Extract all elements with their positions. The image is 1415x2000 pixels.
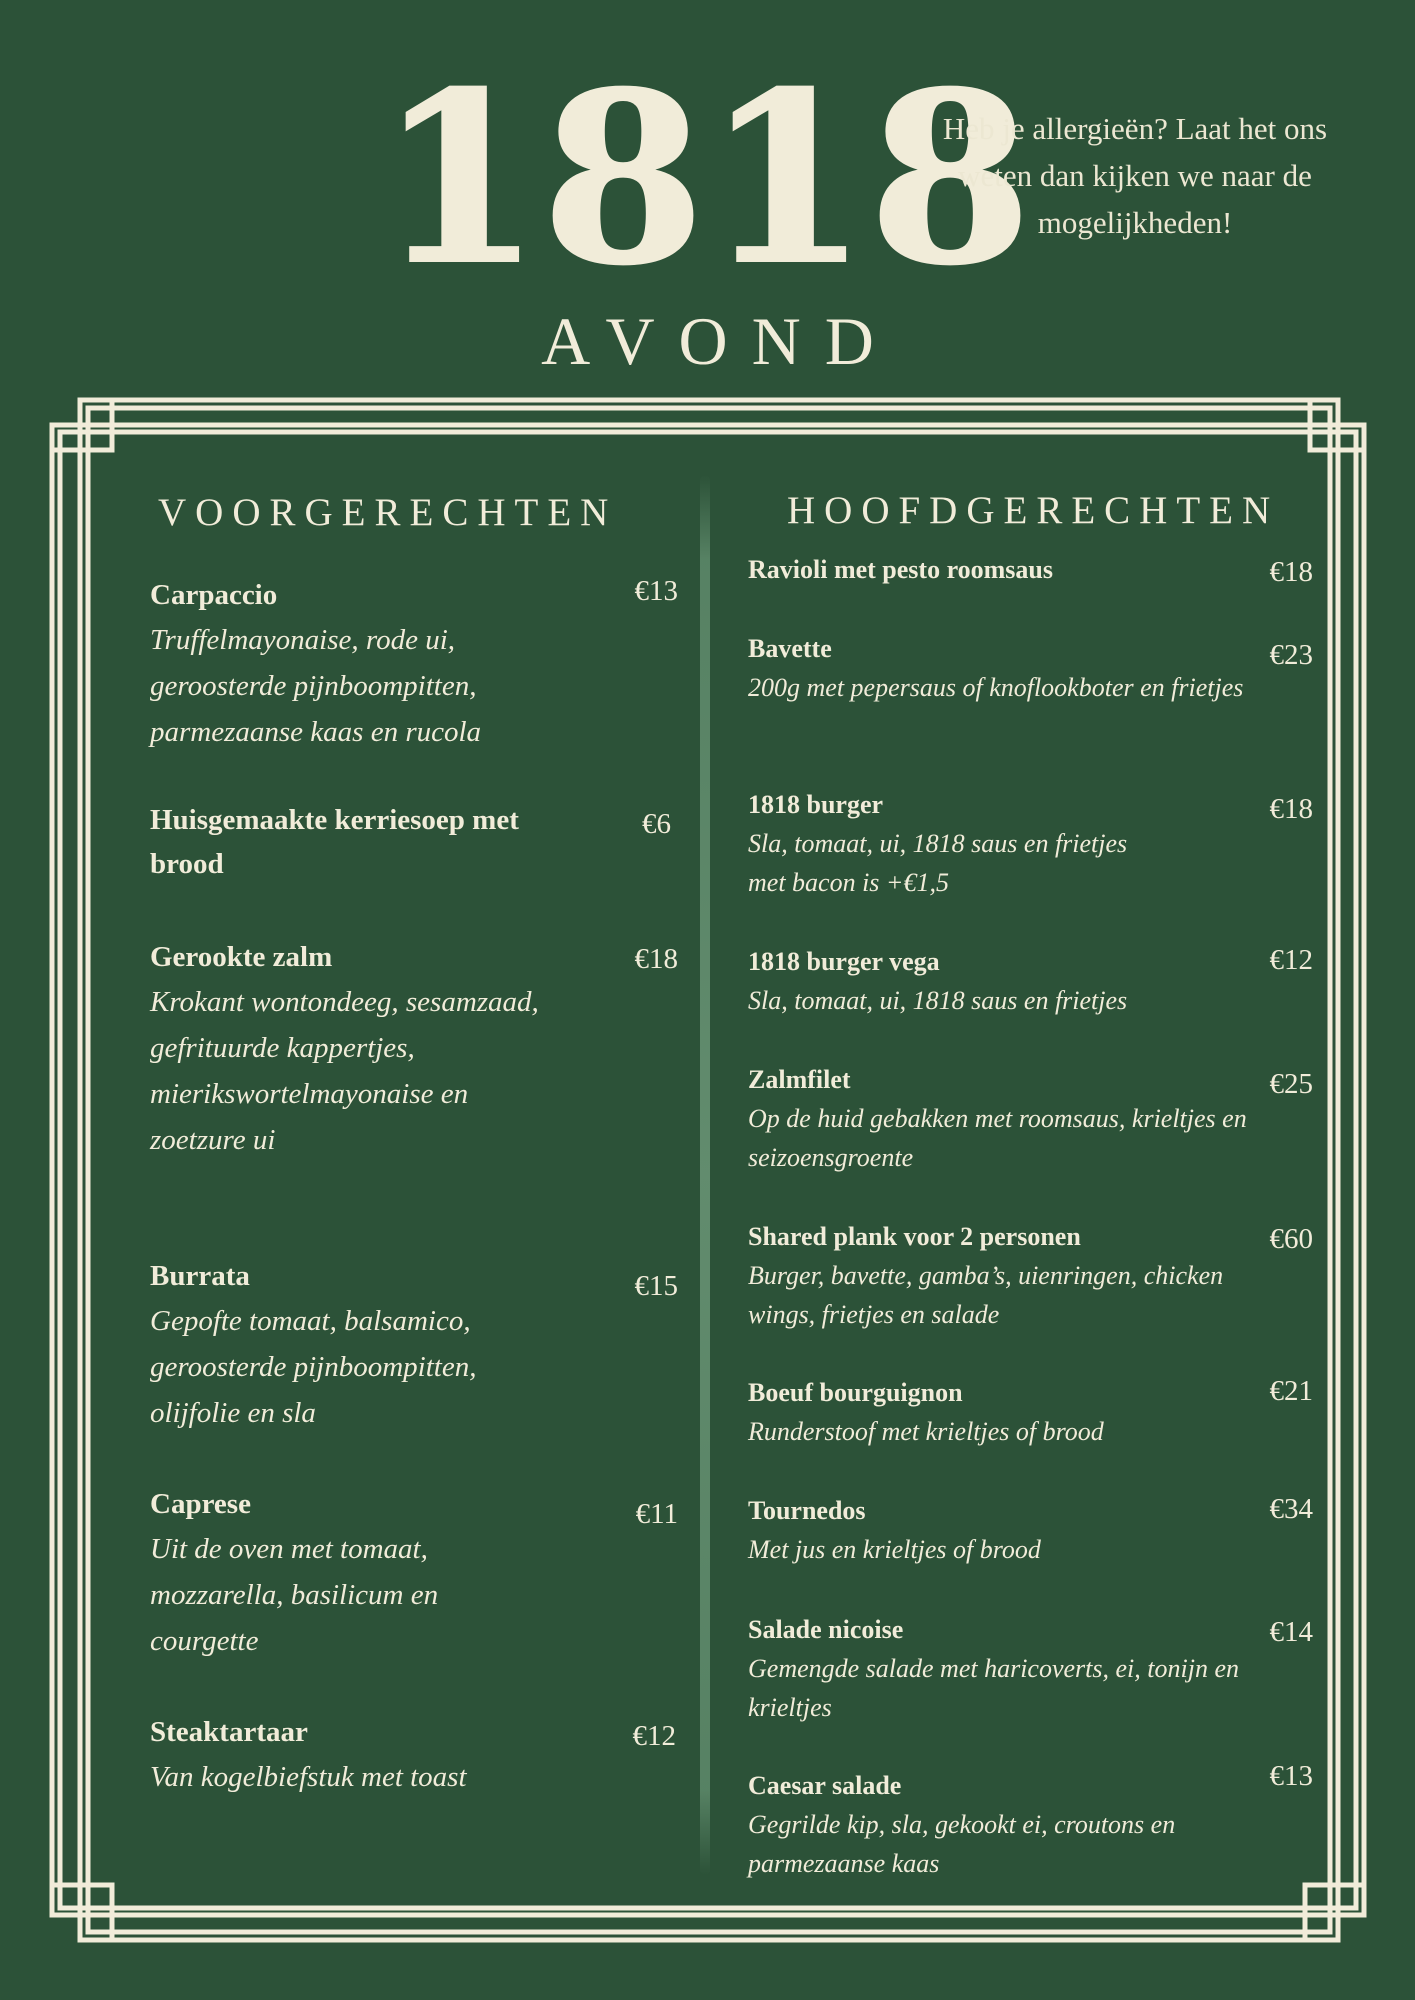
menu-item [748,785,1313,902]
column-divider [700,475,710,1875]
menu-item [150,573,678,755]
item-name: Burrata [150,1260,250,1292]
item-name: Boeuf bourguignon [748,1378,963,1407]
item-description: Op de huid gebakken met roomsaus, krieltjes en seizoensgroente [748,1104,1247,1172]
item-price: €12 [1269,944,1313,976]
item-description: Met jus en krieltjes of brood [748,1535,1041,1564]
item-description: 200g met pepersaus of knoflookboter en frietjes [748,673,1244,702]
menu-subtitle: AVOND [541,303,898,379]
menu-item [150,1710,678,1800]
item-price: €11 [635,1498,678,1530]
item-name: Zalmfilet [748,1065,851,1094]
item-name: Ravioli met pesto roomsaus [748,555,1054,584]
voorgerechten-heading: VOORGERECHTEN [158,491,618,534]
item-note: met bacon is +€1,5 [748,868,949,897]
item-description: Truffelmayonaise, rode ui, geroosterde pijnboompitten, parmezaanse kaas en rucola [150,624,482,748]
item-price: €12 [632,1720,676,1752]
menu-item [748,1491,1313,1569]
item-name: Tournedos [748,1496,866,1525]
item-price: €25 [1269,1068,1313,1100]
menu-item [150,1482,678,1664]
item-description: Sla, tomaat, ui, 1818 saus en frietjes [748,829,1128,858]
item-price: €18 [1269,793,1313,825]
allergy-note: Heb je allergieën? Laat het ons weten dan kijken we naar de mogelijkheden! [942,111,1328,240]
item-price: €18 [1269,556,1313,588]
item-price: €21 [1269,1375,1313,1407]
item-name: 1818 burger [748,790,884,819]
item-description: Gegrilde kip, sla, gekookt ei, croutons en parmezaanse kaas [748,1810,1176,1878]
menu-item [748,1217,1313,1334]
item-description: Gepofte tomaat, balsamico, geroosterde pijnboompitten, olijfolie en sla [150,1305,477,1429]
menu-item [748,1060,1313,1177]
menu-item [748,1373,1313,1451]
menu-item [150,935,678,1163]
item-name: Carpaccio [150,579,278,611]
menu-item [150,1254,678,1436]
item-description: Sla, tomaat, ui, 1818 saus en frietjes [748,986,1128,1015]
menu-item [748,1610,1313,1727]
item-price: €34 [1269,1493,1313,1525]
item-price: €13 [634,575,678,607]
menu-item [748,1760,1313,1883]
menu-item [748,550,1313,589]
item-name: 1818 burger vega [748,947,940,976]
item-name: Huisgemaakte kerriesoep met brood [150,804,519,880]
item-price: €15 [634,1270,678,1302]
item-description: Burger, bavette, gamba’s, uienringen, chicken wings, frietjes en salade [748,1261,1224,1329]
logo-text: 1818 [377,41,1033,317]
item-name: Salade nicoise [748,1615,904,1644]
hoofdgerechten-heading: HOOFDGERECHTEN [787,489,1280,532]
item-price: €18 [634,943,678,975]
menu-item [748,942,1313,1020]
item-description: Runderstoof met krieltjes of brood [748,1417,1104,1446]
item-price: €6 [642,808,671,840]
item-description: Uit de oven met tomaat, mozzarella, basilicum en courgette [150,1533,439,1657]
item-name: Caprese [150,1488,251,1520]
menu-item [150,798,678,886]
item-name: Caesar salade [748,1771,902,1800]
menu-item [748,629,1313,707]
item-description: Krokant wontondeeg, sesamzaad, gefrituurde kappertjes, mierikswortelmayonaise en zoetzure ui [150,986,539,1156]
item-description: Van kogelbiefstuk met toast [150,1761,467,1793]
item-price: €14 [1269,1616,1313,1648]
item-price: €60 [1269,1223,1313,1255]
brand-logo [377,41,1033,317]
item-price: €23 [1269,639,1313,671]
item-name: Shared plank voor 2 personen [748,1222,1081,1251]
item-name: Steaktartaar [150,1716,308,1748]
item-name: Bavette [748,634,832,663]
item-name: Gerookte zalm [150,941,333,973]
item-price: €13 [1269,1760,1313,1792]
item-description: Gemengde salade met haricoverts, ei, tonijn en krieltjes [748,1654,1239,1722]
